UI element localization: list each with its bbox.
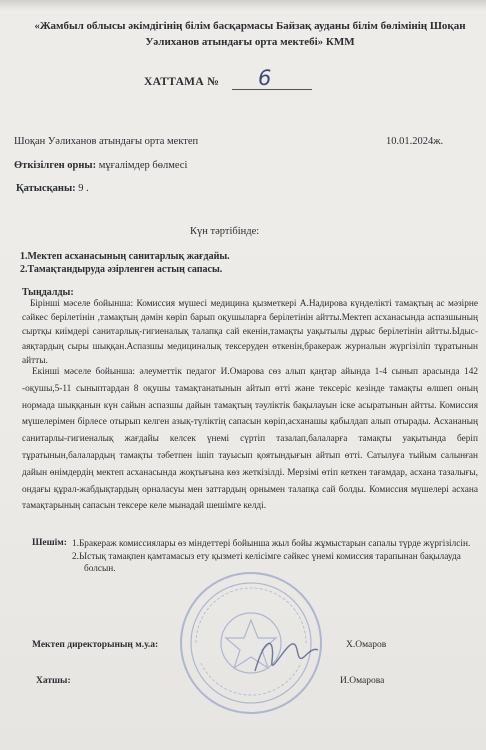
secretary-name: И.Омарова bbox=[340, 676, 385, 686]
venue-line bbox=[14, 160, 187, 171]
secretary-label: Хатшы: bbox=[36, 676, 71, 686]
agenda-item: 2.Тамақтандыруда әзірленген астың сапасы. bbox=[20, 264, 223, 275]
attendance-label: Қатысқаны: bbox=[16, 183, 76, 194]
director-label: Мектеп директорының м.у.а: bbox=[32, 640, 159, 650]
agenda-title: Күн тәртібінде: bbox=[190, 226, 260, 237]
decision-item: 1.Бракераж комиссиялары өз міндеттері бойынша жыл бойы жұмыстарын сапалы түрде жүргізілсін. bbox=[72, 539, 471, 549]
decision-item: 2.Ыстық тамақпен қамтамасыз ету қызметі келісімге сәйкес үнемі комиссия тарапынан бақылауда болсын. bbox=[72, 551, 461, 574]
handwritten-signature bbox=[250, 626, 320, 686]
heard-label: Тыңдалды: bbox=[22, 287, 74, 298]
agenda-item: 1.Мектеп асханасының санитарлық жағдайы. bbox=[20, 251, 230, 262]
venue-label: Өткізілген орны: bbox=[14, 160, 97, 171]
protocol-label: ХАТТАМА № bbox=[144, 76, 219, 88]
heard-paragraph-2: Екінші мәселе бойынша: әлеуметтік педагог И.Омарова сөз алып қаңтар айында 1-4 сынып арасында 142 -оқушы,5-11 сыныптардан 8 оқушы тамақтанатынын айтып өтті және тексеріс кезінде тамақты өлшеп оның нормада шыққанын күн сайын аспазшы дайын тамақтың тәуліктік бақылауын іске асыратынын айтты. Комиссия мүшелерімен бірлесе отырып келген азық-түліктің сапасын көріп,асханашы қабылдап алып отырады. Асхананың санитарлы-гигиеналық жағдайы келсек үнемі сүртіп тазалап,балаларға тамақты уақытында беріп тұратынын,балалардың тамақты тәбетпен ішіп тауысып қоятындығын айтып өтті. Сатылуға тыйым салынған дайын өнімдердің мектеп асханасында жоқтығына көз жеткізілді. Мерзімі өтіп кеткен тағамдар, асхана тазалығы, ондағы құрал-жабдықтардың орналасуы мен заттардың орнымен талапқа сай болды. Комиссия мүшелері асхана тамақтарының сапасын тексере келе мынадай шешімге келді. bbox=[22, 367, 478, 512]
venue-value: мұғалімдер бөлмесі bbox=[96, 160, 188, 171]
agenda-list bbox=[20, 250, 230, 276]
attendance-line bbox=[16, 183, 89, 194]
page-edge-shadow bbox=[0, 0, 486, 10]
organization-header: «Жамбыл облысы әкімдігінің білім басқармасы Байзақ ауданы білім бөлімінің Шоқан Уәлиханов атындағы орта мектебі» КММ bbox=[34, 20, 466, 48]
heard-paragraph-1: Бірінші мәселе бойынша: Комиссия мүшесі медицина қызметкері А.Надирова күнделікті тамақтың ас мәзірне сәйкес берілетінін ,тамақтың дәмін көріп барып оқушыларға берілетінін айтты.Мектеп асханасында аспазшының сыртқы киімдері санитарлық-гигиеналық талапқа сай екенін,тамақты уақытылы дұрыс берілетінін айтты.Ыдыс-аяқтардың сыры шыққан.Аспазшы медициналық тексеруден өткенін,бракераж журналын жүргізіліп тұратынын айтты. bbox=[22, 299, 478, 366]
document-date: 10.01.2024ж. bbox=[386, 136, 444, 147]
attendance-value: 9 . bbox=[75, 183, 89, 194]
protocol-number-line bbox=[232, 89, 312, 90]
director-name: Х.Омаров bbox=[346, 640, 387, 650]
decision-label: Шешім: bbox=[32, 538, 67, 548]
school-name: Шоқан Уәлиханов атындағы орта мектеп bbox=[14, 136, 199, 147]
protocol-number: 6 bbox=[258, 66, 272, 90]
